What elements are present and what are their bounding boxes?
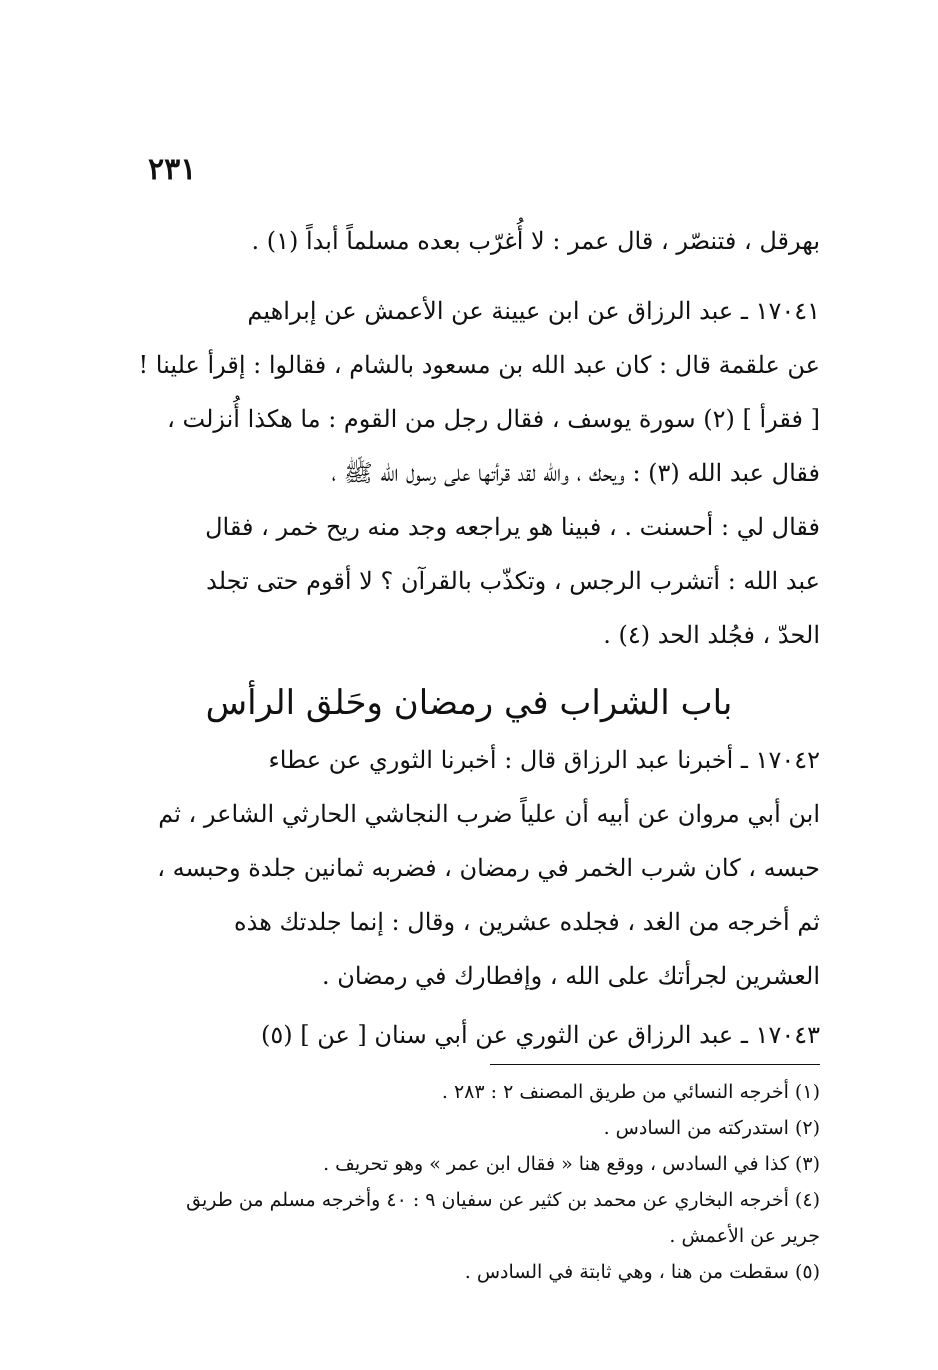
text-line: ابن أبي مروان عن أبيه أن علياً ضرب النجاشي الحارثي الشاعر ، ثم <box>158 800 820 828</box>
text-line: عن علقمة قال : كان عبد الله بن مسعود بالشام ، فقالوا : إقرأ علينا ! <box>138 351 820 379</box>
footnote-divider <box>490 1064 820 1065</box>
hadith-17041 <box>130 284 820 662</box>
text-line: بهرقل ، فتنصّر ، قال عمر : لا أُغرّب بعده مسلماً أبداً (١) . <box>251 227 820 255</box>
text-line: ١٧٠٤٢ ـ أخبرنا عبد الرزاق قال : أخبرنا الثوري عن عطاء <box>268 746 820 774</box>
text-line: ثم أخرجه من الغد ، فجلده عشرين ، وقال : إنما جلدتك هذه <box>234 908 820 936</box>
text-line: [ فقرأ ] (٢) سورة يوسف ، فقال رجل من القوم : ما هكذا أُنزلت ، <box>167 405 820 433</box>
text-line: العشرين لجرأتك على الله ، وإفطارك في رمضان . <box>321 962 820 990</box>
footnote: (٣) كذا في السادس ، ووقع هنا « فقال ابن عمر » وهو تحريف . <box>323 1153 820 1175</box>
hadith-17042 <box>130 733 820 1003</box>
text-line: ١٧٠٤١ ـ عبد الرزاق عن ابن عيينة عن الأعمش عن إبراهيم <box>247 297 820 325</box>
footnote: (٤) أخرجه البخاري عن محمد بن كثير عن سفيان ٩ : ٤٠ وأخرجه مسلم من طريق <box>186 1189 820 1211</box>
continuation-text <box>130 214 820 268</box>
text-line: فقال عبد الله (٣) : ويحك ، والله لقد قرأتها على رسول الله ﷺ ، <box>331 459 820 487</box>
text-line: عبد الله : أتشرب الرجس ، وتكذّب بالقرآن ؟ لا أقوم حتى تجلد <box>206 567 820 595</box>
footnote: (٢) استدركته من السادس . <box>603 1117 820 1139</box>
footnote: (٥) سقطت من هنا ، وهي ثابتة في السادس . <box>464 1261 820 1283</box>
hadith-17043 <box>130 1008 820 1062</box>
text-line: حبسه ، كان شرب الخمر في رمضان ، فضربه ثمانين جلدة وحبسه ، <box>157 854 820 882</box>
text-line: الحدّ ، فجُلد الحد (٤) . <box>603 621 820 649</box>
footnotes <box>130 1074 820 1290</box>
chapter-heading: باب الشراب في رمضان وحَلق الرأس <box>205 683 733 723</box>
text-line: ١٧٠٤٣ ـ عبد الرزاق عن الثوري عن أبي سنان [ عن ] (٥) <box>260 1021 820 1049</box>
footnote-continuation: جرير عن الأعمش . <box>669 1225 820 1247</box>
page-number: ٢٣١ <box>148 152 197 187</box>
footnote: (١) أخرجه النسائي من طريق المصنف ٢ : ٢٨٣ . <box>441 1081 820 1103</box>
text-line: فقال لي : أحسنت . ، فبينا هو يراجعه وجد منه ريح خمر ، فقال <box>205 513 820 541</box>
